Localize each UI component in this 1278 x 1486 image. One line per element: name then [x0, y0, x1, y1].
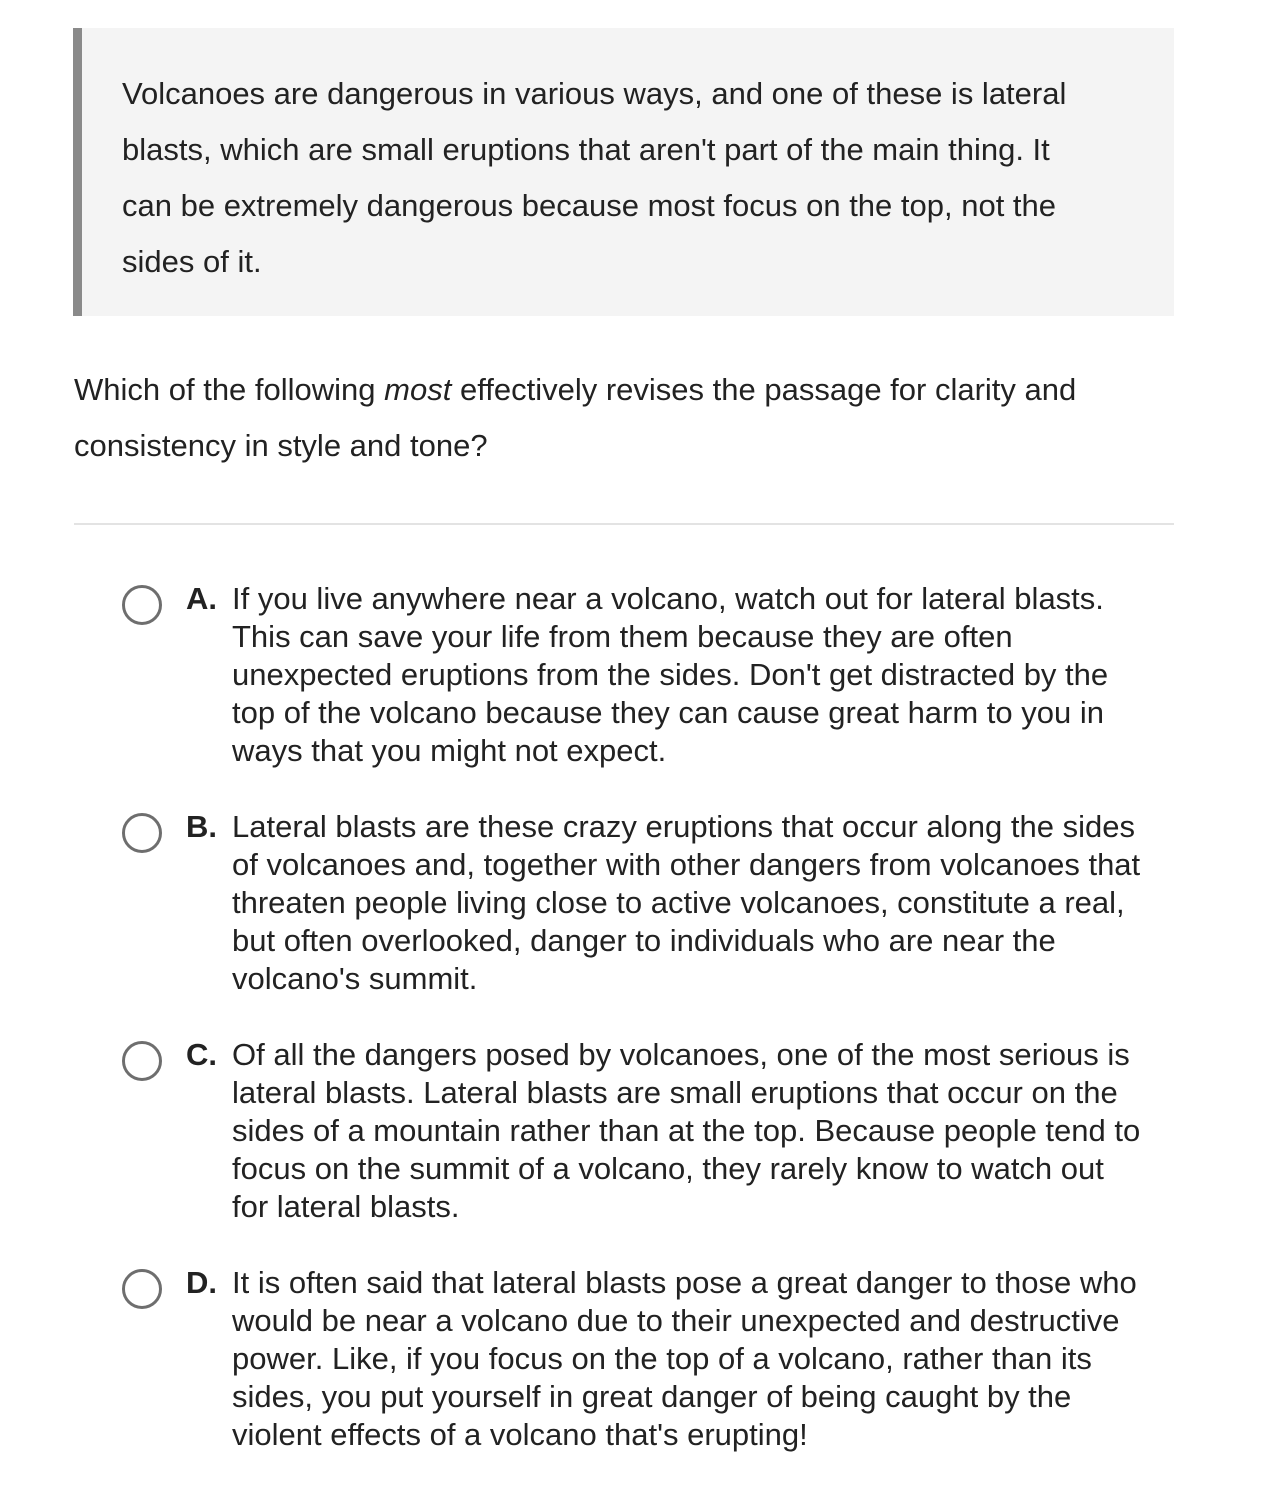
- choice-text-a: If you live anywhere near a volcano, watch out for lateral blasts. This can save your life from them because they are often unexpected eruptions from the sides. Don't get distracted by the top of the volcano because they can cause great harm to you in ways that you might not expect.: [232, 581, 1109, 768]
- divider: [74, 523, 1174, 525]
- radio-button-a[interactable]: [122, 585, 162, 625]
- choice-text-d: It is often said that lateral blasts pose a great danger to those who would be near a volcano due to their unexpected and destructive power. Like, if you focus on the top of a volcano, rather than its sides, you put yourself in great danger of being caught by the violent effects of a volcano that's erupting!: [232, 1265, 1137, 1452]
- question-suffix: effectively revises the passage for clarity and consistency in style and tone?: [74, 372, 1077, 463]
- choice-letter-b: B.: [186, 809, 217, 844]
- passage-box: [73, 28, 1174, 316]
- radio-button-c[interactable]: [122, 1041, 162, 1081]
- question-prefix: Which of the following: [74, 372, 385, 407]
- choice-text-c: Of all the dangers posed by volcanoes, one of the most serious is lateral blasts. Lateral blasts are small eruptions that occur on the sides of a mountain rather than at the top. Because people tend to focus on the summit of a volcano, they rarely know to watch out for lateral blasts.: [232, 1037, 1141, 1224]
- question-emphasis: most: [384, 372, 452, 407]
- choice-letter-c: C.: [186, 1037, 217, 1072]
- passage-text: Volcanoes are dangerous in various ways, and one of these is lateral blasts, which are small eruptions that aren't part of the main thing. It can be extremely dangerous because most focus on the top, not the sides of it.: [122, 76, 1067, 279]
- choice-text-b: Lateral blasts are these crazy eruptions that occur along the sides of volcanoes and, together with other dangers from volcanoes that threaten people living close to active volcanoes, constitute a real, but often overlooked, danger to individuals who are near the volcano's summit.: [232, 809, 1141, 996]
- choice-letter-a: A.: [186, 581, 217, 616]
- question-stem: [74, 362, 1174, 474]
- radio-button-d[interactable]: [122, 1269, 162, 1309]
- radio-button-b[interactable]: [122, 813, 162, 853]
- choice-letter-d: D.: [186, 1265, 217, 1300]
